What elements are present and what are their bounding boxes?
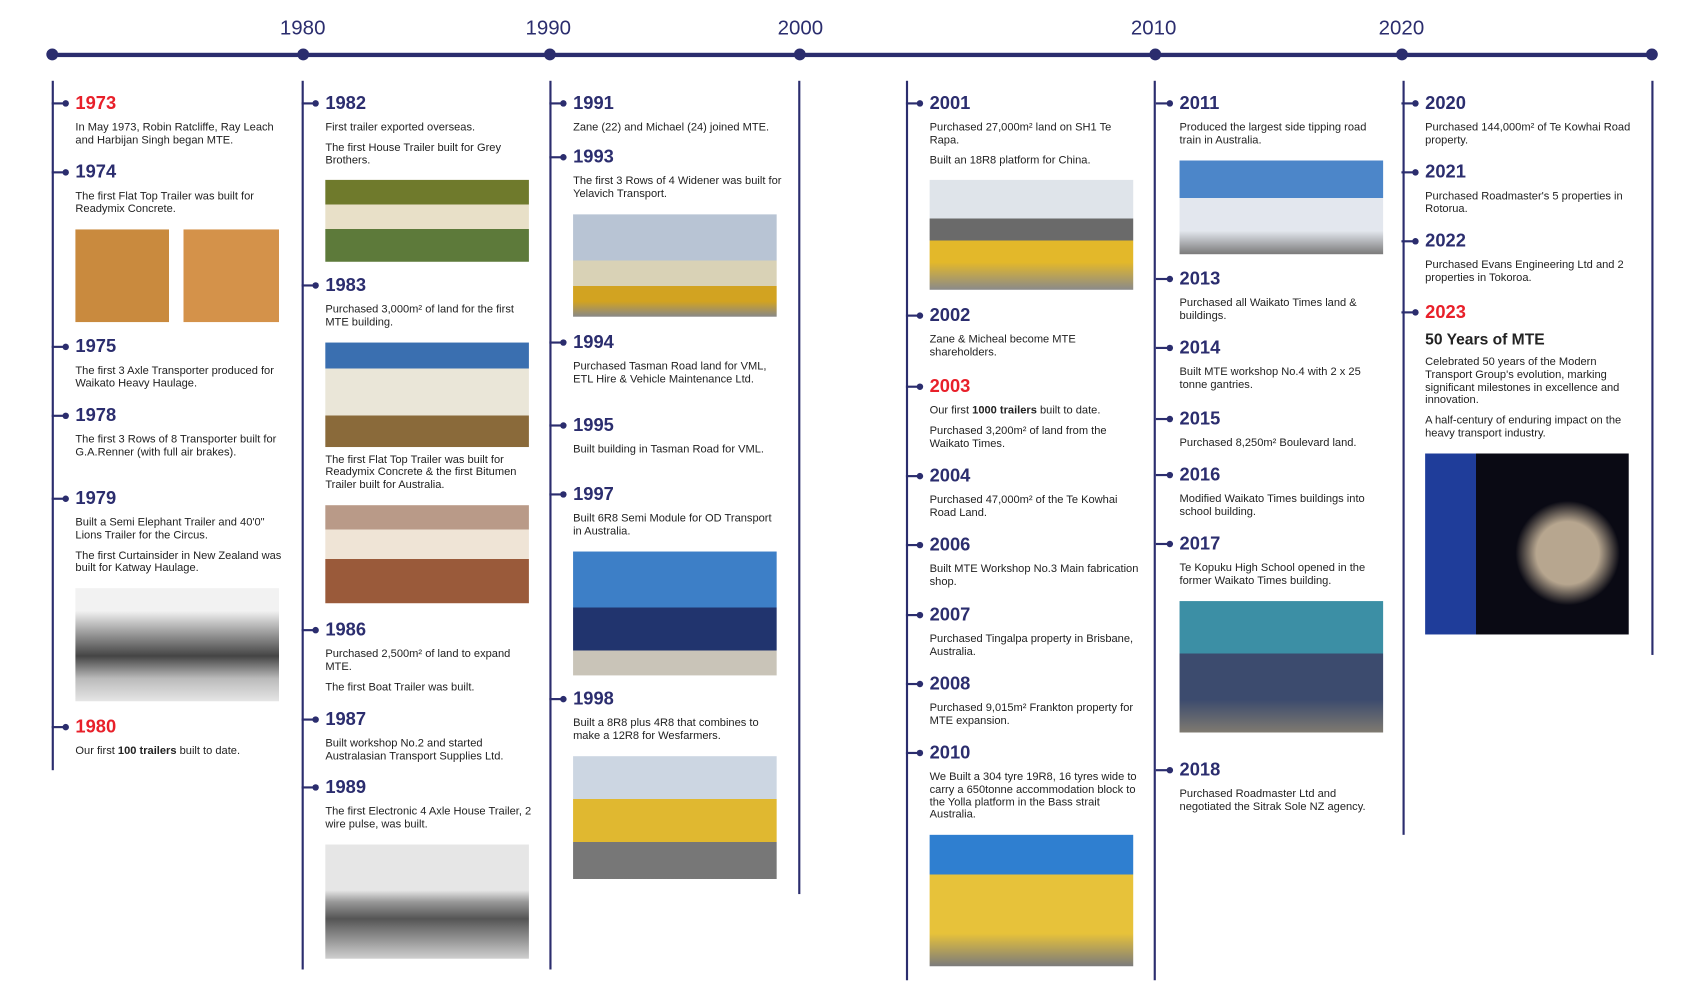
entry-description: Produced the largest side tipping road train in Australia. <box>1179 121 1367 147</box>
entry-description: Purchased 3,200m² of land from the Waikato Times. <box>929 425 1107 450</box>
timeline-entry <box>75 716 285 758</box>
entry-photo <box>930 180 1134 290</box>
highlight-count: 1000 trailers <box>972 405 1037 417</box>
timeline-entry <box>75 405 285 459</box>
entry-year: 1997 <box>573 483 614 505</box>
connector-icon <box>302 284 317 286</box>
entry-year: 1991 <box>573 92 614 114</box>
timeline-entry <box>75 162 285 326</box>
timeline-entry <box>573 415 783 457</box>
timeline-entry <box>930 376 1140 451</box>
timeline-entry <box>1180 268 1390 322</box>
entry-description: Purchased Tasman Road land for VML, ETL Hire & Vehicle Maintenance Ltd. <box>573 360 767 386</box>
connector-icon <box>1401 240 1416 242</box>
entry-year: 2015 <box>1179 408 1221 429</box>
entry-photo <box>75 588 279 701</box>
entry-year: 1989 <box>325 776 367 798</box>
entry-description: Built a 8R8 plus 4R8 that combines to make a 12R8 for Wesfarmers. <box>573 717 759 742</box>
entry-year: 1987 <box>325 708 367 730</box>
connector-icon <box>549 341 564 343</box>
column-line <box>798 81 800 894</box>
entry-year: 2006 <box>929 534 971 555</box>
entry-description: Purchased 144,000m² of Te Kowhai Road property. <box>1425 121 1631 147</box>
decade-label: 2010 <box>1130 17 1177 40</box>
entry-year: 1980 <box>75 716 117 737</box>
timeline-entry <box>573 484 783 680</box>
connector-icon <box>1401 311 1416 313</box>
entry-year: 2001 <box>929 92 971 114</box>
column-line <box>906 81 908 980</box>
timeline-entry <box>573 93 783 135</box>
timeline-entry <box>1180 533 1390 736</box>
connector-icon <box>52 171 67 173</box>
timeline-entry <box>325 619 535 694</box>
timeline-entry <box>1180 464 1390 518</box>
entry-description: Zane & Micheal become MTE shareholders. <box>929 333 1076 359</box>
timeline-entry <box>930 673 1140 727</box>
timeline-entry <box>573 688 783 883</box>
decade-label: 2000 <box>777 17 824 40</box>
entry-description: Zane (22) and Michael (24) joined MTE. <box>573 121 770 134</box>
timeline-entry <box>930 465 1140 519</box>
entry-description <box>930 405 1140 418</box>
timeline-entry <box>930 534 1140 588</box>
entry-description: Celebrated 50 years of the Modern Transport Group's evolution, marking significant milestones in excellence and innovation. <box>1425 356 1620 407</box>
entry-photo <box>325 505 529 603</box>
entry-photo <box>325 342 529 446</box>
connector-icon <box>906 683 921 685</box>
entry-description: Purchased Roadmaster Ltd and negotiated the Sitrak Sole NZ agency. <box>1179 788 1366 814</box>
entry-photo <box>1180 160 1384 254</box>
entry-photo <box>573 756 777 879</box>
entry-description: The first Electronic 4 Axle House Trailer, 2 wire pulse, was built. <box>325 805 532 831</box>
connector-icon <box>52 415 67 417</box>
timeline-entry <box>75 336 285 390</box>
entry-year: 1978 <box>75 405 117 426</box>
column-line <box>1154 81 1156 980</box>
timeline-entry <box>325 777 535 963</box>
entry-description: Purchased 3,000m² of land for the first MTE building. <box>325 303 514 329</box>
connector-icon <box>302 786 317 788</box>
column-line <box>1403 81 1405 835</box>
timeline-entry <box>930 93 1140 295</box>
connector-icon <box>1401 171 1416 173</box>
entry-description: Purchased 27,000m² land on SH1 Te Rapa. <box>929 121 1112 147</box>
entry-photo <box>573 551 777 675</box>
timeline-entry <box>930 604 1140 658</box>
entry-description: Built MTE Workshop No.3 Main fabrication shop. <box>929 563 1139 588</box>
entry-photo <box>1180 601 1384 732</box>
entry-description: Te Kopuku High School opened in the former Waikato Times building. <box>1179 562 1366 587</box>
connector-icon <box>906 614 921 616</box>
entry-year: 1998 <box>573 688 614 709</box>
highlight-count: 100 trailers <box>117 745 177 758</box>
entry-year: 1986 <box>325 619 367 640</box>
connector-icon <box>549 424 564 426</box>
connector-icon <box>302 629 317 631</box>
entry-description: Purchased 8,250m² Boulevard land. <box>1179 437 1357 450</box>
timeline-entry <box>1180 93 1390 258</box>
timeline-dot <box>46 48 58 60</box>
entry-year: 1994 <box>573 331 614 353</box>
entry-description: The first 3 Axle Transporter produced for Waikato Heavy Haulage. <box>75 365 274 390</box>
entry-year: 2022 <box>1425 230 1466 251</box>
entry-description: A half-century of enduring impact on the heavy transport industry. <box>1425 414 1622 440</box>
entry-year: 2018 <box>1179 759 1221 780</box>
decade-label: 2020 <box>1378 17 1425 40</box>
column-line <box>549 81 551 970</box>
entry-description: Built workshop No.2 and started Australasian Transport Supplies Ltd. <box>325 737 504 763</box>
connector-icon <box>1401 102 1416 104</box>
text: Our first <box>929 405 973 417</box>
entry-year: 2003 <box>929 375 971 397</box>
timeline-dot <box>1396 48 1408 60</box>
entry-photo <box>930 835 1134 966</box>
timeline-dot <box>544 48 556 60</box>
entry-year: 1982 <box>325 92 367 114</box>
entry-description: Purchased Roadmaster's 5 properties in Rotorua. <box>1425 190 1623 216</box>
decade-label: 1990 <box>525 17 572 40</box>
connector-icon <box>906 544 921 546</box>
entry-description: Built building in Tasman Road for VML. <box>573 443 765 456</box>
timeline-entry <box>1180 759 1390 813</box>
entry-year: 2010 <box>929 742 971 763</box>
column-line <box>1651 81 1653 655</box>
entry-description: Built a Semi Elephant Trailer and 40'0" Lions Trailer for the Circus. <box>75 517 265 542</box>
connector-icon <box>52 726 67 728</box>
entry-year: 2016 <box>1179 464 1221 485</box>
timeline-dot <box>1646 48 1658 60</box>
entry-description: First trailer exported overseas. <box>325 121 476 134</box>
timeline-entry <box>325 709 535 763</box>
entry-year: 1979 <box>75 487 117 509</box>
connector-icon <box>1156 278 1171 280</box>
text: Our first <box>75 745 118 758</box>
connector-icon <box>549 698 564 700</box>
connector-icon <box>52 346 67 348</box>
connector-icon <box>1156 102 1171 104</box>
connector-icon <box>1156 418 1171 420</box>
timeline-entry <box>573 332 783 386</box>
entry-description: The first Boat Trailer was built. <box>325 681 475 694</box>
entry-year: 2004 <box>929 465 971 486</box>
entry-year: 1983 <box>325 274 367 296</box>
entry-photo <box>325 180 529 262</box>
connector-icon <box>906 315 921 317</box>
entry-description: Modified Waikato Times buildings into school building. <box>1179 493 1365 518</box>
entry-year: 2008 <box>929 673 971 694</box>
connector-icon <box>302 718 317 720</box>
entry-heading: 50 Years of MTE <box>1425 331 1545 350</box>
entry-photo <box>1425 453 1629 634</box>
connector-icon <box>549 156 564 158</box>
timeline-entry <box>325 93 535 267</box>
text: built to date. <box>1036 405 1101 417</box>
timeline-entry <box>1180 408 1390 450</box>
column-line <box>302 81 304 970</box>
entry-description: Built 6R8 Semi Module for OD Transport in Australia. <box>573 512 772 538</box>
entry-year: 2023 <box>1425 301 1466 323</box>
timeline-axis <box>52 53 1652 57</box>
connector-icon <box>906 386 921 388</box>
timeline-entry <box>930 742 1140 971</box>
entry-year: 2007 <box>929 604 971 625</box>
entry-year: 1993 <box>573 146 614 167</box>
entry-description: The first Curtainsider in New Zealand was built for Katway Haulage. <box>75 550 282 575</box>
timeline-entry <box>1425 162 1635 216</box>
entry-year: 2013 <box>1179 268 1221 289</box>
entry-description: The first House Trailer built for Grey Brothers. <box>325 141 501 167</box>
entry-year: 2014 <box>1179 337 1221 358</box>
entry-description: Built MTE workshop No.4 with 2 x 25 tonne gantries. <box>1179 366 1361 391</box>
entry-year: 1975 <box>75 336 117 357</box>
entry-photo <box>573 214 777 316</box>
entry-year: 2002 <box>929 304 971 326</box>
entry-year: 2011 <box>1179 92 1220 114</box>
entry-description <box>75 745 285 758</box>
connector-icon <box>52 102 67 104</box>
connector-icon <box>906 752 921 754</box>
connector-icon <box>1156 347 1171 349</box>
entry-description: The first Flat Top Trailer was built for Readymix Concrete & the first Bitumen Trailer built for Australia. <box>325 454 517 492</box>
entry-description: Purchased 47,000m² of the Te Kowhai Road Land. <box>929 494 1118 519</box>
timeline-entry <box>1425 231 1635 285</box>
entry-description: Purchased 9,015m² Frankton property for MTE expansion. <box>929 702 1134 727</box>
decade-label: 1980 <box>279 17 326 40</box>
timeline-dot <box>794 48 806 60</box>
entry-year: 1995 <box>573 414 614 436</box>
column-line <box>52 81 54 770</box>
entry-description: The first 3 Rows of 4 Widener was built for Yelavich Transport. <box>573 175 782 201</box>
timeline-entry <box>1180 337 1390 391</box>
entry-photo <box>325 844 529 958</box>
connector-icon <box>549 493 564 495</box>
entry-year: 2020 <box>1425 92 1466 114</box>
entry-description: Purchased Tingalpa property in Brisbane, Australia. <box>929 633 1134 658</box>
entry-year: 2017 <box>1179 533 1221 554</box>
timeline-dot <box>297 48 309 60</box>
connector-icon <box>1156 769 1171 771</box>
entry-description: Purchased 2,500m² of land to expand MTE. <box>325 648 511 674</box>
timeline-entry <box>1425 302 1635 639</box>
entry-description: In May 1973, Robin Ratcliffe, Ray Leach and Harbijan Singh began MTE. <box>75 121 274 147</box>
timeline-entry <box>325 275 535 608</box>
timeline-entry <box>75 488 285 706</box>
timeline-entry <box>930 305 1140 359</box>
connector-icon <box>549 102 564 104</box>
timeline-entry <box>573 146 783 320</box>
entry-description: The first Flat Top Trailer was built for Readymix Concrete. <box>75 190 254 216</box>
entry-description: We Built a 304 tyre 19R8, 16 tyres wide to carry a 650tonne accommodation block to the Yolla platform in the Bass strait Australia. <box>929 771 1137 822</box>
timeline-entry <box>1425 93 1635 147</box>
entry-description: The first 3 Rows of 8 Transporter built for G.A.Renner (with full air brakes). <box>75 434 277 459</box>
entry-year: 1974 <box>75 161 117 183</box>
timeline-entry <box>75 93 285 147</box>
entry-photo <box>75 229 279 322</box>
text: built to date. <box>176 745 241 758</box>
entry-description: Purchased Evans Engineering Ltd and 2 properties in Tokoroa. <box>1425 259 1624 285</box>
connector-icon <box>906 102 921 104</box>
entry-description: Built an 18R8 platform for China. <box>929 154 1091 167</box>
entry-year: 1973 <box>75 92 117 114</box>
timeline-dot <box>1149 48 1161 60</box>
connector-icon <box>1156 474 1171 476</box>
entry-year: 2021 <box>1425 161 1466 183</box>
connector-icon <box>1156 543 1171 545</box>
entry-description: Purchased all Waikato Times land & buildings. <box>1179 297 1357 322</box>
connector-icon <box>906 475 921 477</box>
connector-icon <box>302 102 317 104</box>
connector-icon <box>52 498 67 500</box>
